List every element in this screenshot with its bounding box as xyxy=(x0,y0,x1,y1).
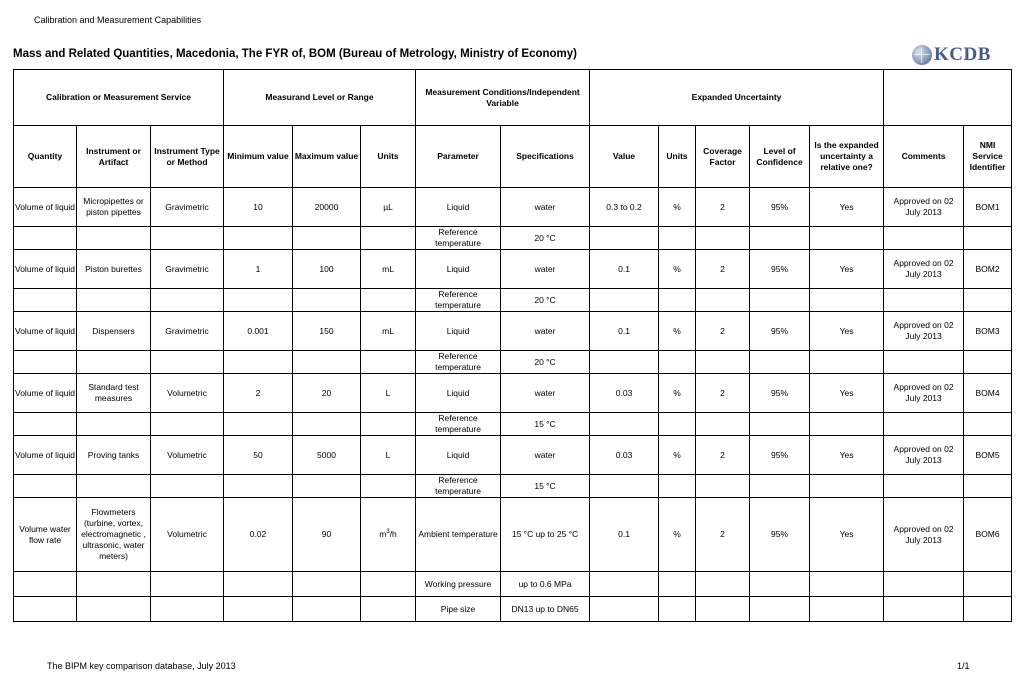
cell-comments: Approved on 02 July 2013 xyxy=(884,312,964,351)
cell-ref-parameter: Reference temperature xyxy=(416,351,501,374)
cell-nmi: BOM2 xyxy=(964,250,1012,289)
cell-value: 0.03 xyxy=(590,436,659,475)
cell-value: 0.03 xyxy=(590,374,659,413)
table-row-reference xyxy=(14,413,1012,436)
cell-type: Volumetric xyxy=(151,374,224,413)
cell-parameter: Liquid xyxy=(416,374,501,413)
table-row xyxy=(14,374,1012,413)
cell-value: 0.1 xyxy=(590,250,659,289)
cell-quantity: Volume of liquid xyxy=(14,250,77,289)
cell-spec: water xyxy=(501,374,590,413)
cell-instrument: Piston burettes xyxy=(77,250,151,289)
cell-comments: Approved on 02 July 2013 xyxy=(884,498,964,572)
cell-quantity: Volume of liquid xyxy=(14,188,77,227)
table-row-reference xyxy=(14,351,1012,374)
cell-comments: Approved on 02 July 2013 xyxy=(884,250,964,289)
cell-min: 2 xyxy=(224,374,293,413)
col-coverage: Coverage Factor xyxy=(696,126,750,188)
group-measurand: Measurand Level or Range xyxy=(224,70,416,126)
cell-type: Gravimetric xyxy=(151,188,224,227)
cell-u-units: % xyxy=(659,312,696,351)
cell-comments: Approved on 02 July 2013 xyxy=(884,436,964,475)
cell-u-units: % xyxy=(659,188,696,227)
group-header-row xyxy=(14,70,1012,126)
cell-ref-parameter: Reference temperature xyxy=(416,289,501,312)
cell-nmi: BOM4 xyxy=(964,374,1012,413)
col-u-units: Units xyxy=(659,126,696,188)
running-header: Calibration and Measurement Capabilities xyxy=(34,15,202,25)
cell-relative: Yes xyxy=(810,436,884,475)
cell-coverage: 2 xyxy=(696,250,750,289)
cell-parameter: Liquid xyxy=(416,312,501,351)
cell-coverage: 2 xyxy=(696,312,750,351)
cell-quantity: Volume of liquid xyxy=(14,436,77,475)
table-row-reference xyxy=(14,227,1012,250)
col-max: Maximum value xyxy=(293,126,361,188)
cell-units: L xyxy=(361,374,416,413)
cell-parameter: Ambient temperature xyxy=(416,498,501,572)
cell-min: 10 xyxy=(224,188,293,227)
cell-max: 5000 xyxy=(293,436,361,475)
cell-ref-parameter: Reference temperature xyxy=(416,227,501,250)
cell-spec: water xyxy=(501,436,590,475)
cell-u-units: % xyxy=(659,374,696,413)
cell-ref-spec: 20 °C xyxy=(501,351,590,374)
col-units: Units xyxy=(361,126,416,188)
cell-relative: Yes xyxy=(810,188,884,227)
cell-confidence: 95% xyxy=(750,250,810,289)
cell-instrument: Proving tanks xyxy=(77,436,151,475)
cell-coverage: 2 xyxy=(696,188,750,227)
group-service: Calibration or Measurement Service xyxy=(14,70,224,126)
group-uncertainty: Expanded Uncertainty xyxy=(590,70,884,126)
cell-ref-spec: 15 °C xyxy=(501,475,590,498)
cell-confidence: 95% xyxy=(750,374,810,413)
globe-icon xyxy=(912,45,932,65)
page-number: 1/1 xyxy=(957,661,970,671)
cell-min: 0.001 xyxy=(224,312,293,351)
col-confidence: Level of Confidence xyxy=(750,126,810,188)
units-base: m xyxy=(379,529,387,539)
cell-relative: Yes xyxy=(810,250,884,289)
group-blank xyxy=(884,70,1012,126)
cell-value: 0.3 to 0.2 xyxy=(590,188,659,227)
table-row-extra xyxy=(14,597,1012,622)
kcdb-logo xyxy=(912,44,1004,66)
cell-instrument: Dispensers xyxy=(77,312,151,351)
cell-confidence: 95% xyxy=(750,498,810,572)
footer-source: The BIPM key comparison database, July 2013 xyxy=(47,661,236,671)
cell-type: Gravimetric xyxy=(151,250,224,289)
units-superscript: 3 xyxy=(386,529,390,536)
table-row-reference xyxy=(14,289,1012,312)
cell-max: 90 xyxy=(293,498,361,572)
cell-spec: water xyxy=(501,312,590,351)
cell-value: 0.1 xyxy=(590,312,659,351)
col-relative: Is the expanded uncertainty a relative one? xyxy=(810,126,884,188)
cell-units: mL xyxy=(361,312,416,351)
cell-parameter: Liquid xyxy=(416,436,501,475)
col-quantity: Quantity xyxy=(14,126,77,188)
cell-ref-spec: 20 °C xyxy=(501,289,590,312)
cell-parameter: Liquid xyxy=(416,250,501,289)
cell-quantity: Volume of liquid xyxy=(14,374,77,413)
table-row xyxy=(14,436,1012,475)
cell-u-units: % xyxy=(659,436,696,475)
cell-ref-parameter: Reference temperature xyxy=(416,475,501,498)
cell-max: 20 xyxy=(293,374,361,413)
cell-quantity: Volume of liquid xyxy=(14,312,77,351)
cell-comments: Approved on 02 July 2013 xyxy=(884,188,964,227)
cell-relative: Yes xyxy=(810,374,884,413)
cell-extra-parameter: Pipe size xyxy=(416,597,501,622)
group-conditions: Measurement Conditions/Independent Variable xyxy=(416,70,590,126)
col-value: Value xyxy=(590,126,659,188)
cell-coverage: 2 xyxy=(696,436,750,475)
cell-ref-parameter: Reference temperature xyxy=(416,413,501,436)
cell-spec: 15 °C up to 25 °C xyxy=(501,498,590,572)
cell-instrument: Flowmeters (turbine, vortex, electromagnetic , ultrasonic, water meters) xyxy=(77,498,151,572)
cell-max: 20000 xyxy=(293,188,361,227)
cell-confidence: 95% xyxy=(750,312,810,351)
col-comments: Comments xyxy=(884,126,964,188)
col-min: Minimum value xyxy=(224,126,293,188)
col-parameter: Parameter xyxy=(416,126,501,188)
cell-type: Volumetric xyxy=(151,436,224,475)
cell-quantity: Volume water flow rate xyxy=(14,498,77,572)
cell-min: 50 xyxy=(224,436,293,475)
cell-coverage: 2 xyxy=(696,498,750,572)
cell-ref-spec: 20 °C xyxy=(501,227,590,250)
column-header-row xyxy=(14,126,1012,188)
cell-nmi: BOM3 xyxy=(964,312,1012,351)
cell-max: 100 xyxy=(293,250,361,289)
cell-confidence: 95% xyxy=(750,436,810,475)
cell-relative: Yes xyxy=(810,312,884,351)
cell-u-units: % xyxy=(659,250,696,289)
cmc-table xyxy=(13,69,1012,622)
cell-max: 150 xyxy=(293,312,361,351)
table-row xyxy=(14,188,1012,227)
cell-u-units: % xyxy=(659,498,696,572)
cell-type: Volumetric xyxy=(151,498,224,572)
cell-confidence: 95% xyxy=(750,188,810,227)
cell-coverage: 2 xyxy=(696,374,750,413)
table-row xyxy=(14,250,1012,289)
cell-units xyxy=(361,498,416,572)
cell-comments: Approved on 02 July 2013 xyxy=(884,374,964,413)
cell-nmi: BOM5 xyxy=(964,436,1012,475)
cell-type: Gravimetric xyxy=(151,312,224,351)
table-row-extra xyxy=(14,572,1012,597)
cell-ref-spec: 15 °C xyxy=(501,413,590,436)
cell-spec: water xyxy=(501,250,590,289)
cell-nmi: BOM6 xyxy=(964,498,1012,572)
cell-instrument: Standard test measures xyxy=(77,374,151,413)
cell-units: L xyxy=(361,436,416,475)
cell-units: µL xyxy=(361,188,416,227)
units-tail: /h xyxy=(389,529,397,539)
col-instrument: Instrument or Artifact xyxy=(77,126,151,188)
cell-value: 0.1 xyxy=(590,498,659,572)
cell-units: mL xyxy=(361,250,416,289)
cell-extra-spec: DN13 up to DN65 xyxy=(501,597,590,622)
cell-extra-parameter: Working pressure xyxy=(416,572,501,597)
col-nmi: NMI Service Identifier xyxy=(964,126,1012,188)
logo-text: KCDB xyxy=(934,44,991,65)
cell-extra-spec: up to 0.6 MPa xyxy=(501,572,590,597)
cell-min: 0.02 xyxy=(224,498,293,572)
table-row xyxy=(14,498,1012,572)
col-type: Instrument Type or Method xyxy=(151,126,224,188)
col-spec: Specifications xyxy=(501,126,590,188)
cell-spec: water xyxy=(501,188,590,227)
cell-parameter: Liquid xyxy=(416,188,501,227)
cell-instrument: Micropipettes or piston pipettes xyxy=(77,188,151,227)
table-row xyxy=(14,312,1012,351)
document-title: Mass and Related Quantities, Macedonia, The FYR of, BOM (Bureau of Metrology, Ministry of Economy) xyxy=(13,48,577,60)
cell-nmi: BOM1 xyxy=(964,188,1012,227)
table-row-reference xyxy=(14,475,1012,498)
cell-relative: Yes xyxy=(810,498,884,572)
cell-min: 1 xyxy=(224,250,293,289)
